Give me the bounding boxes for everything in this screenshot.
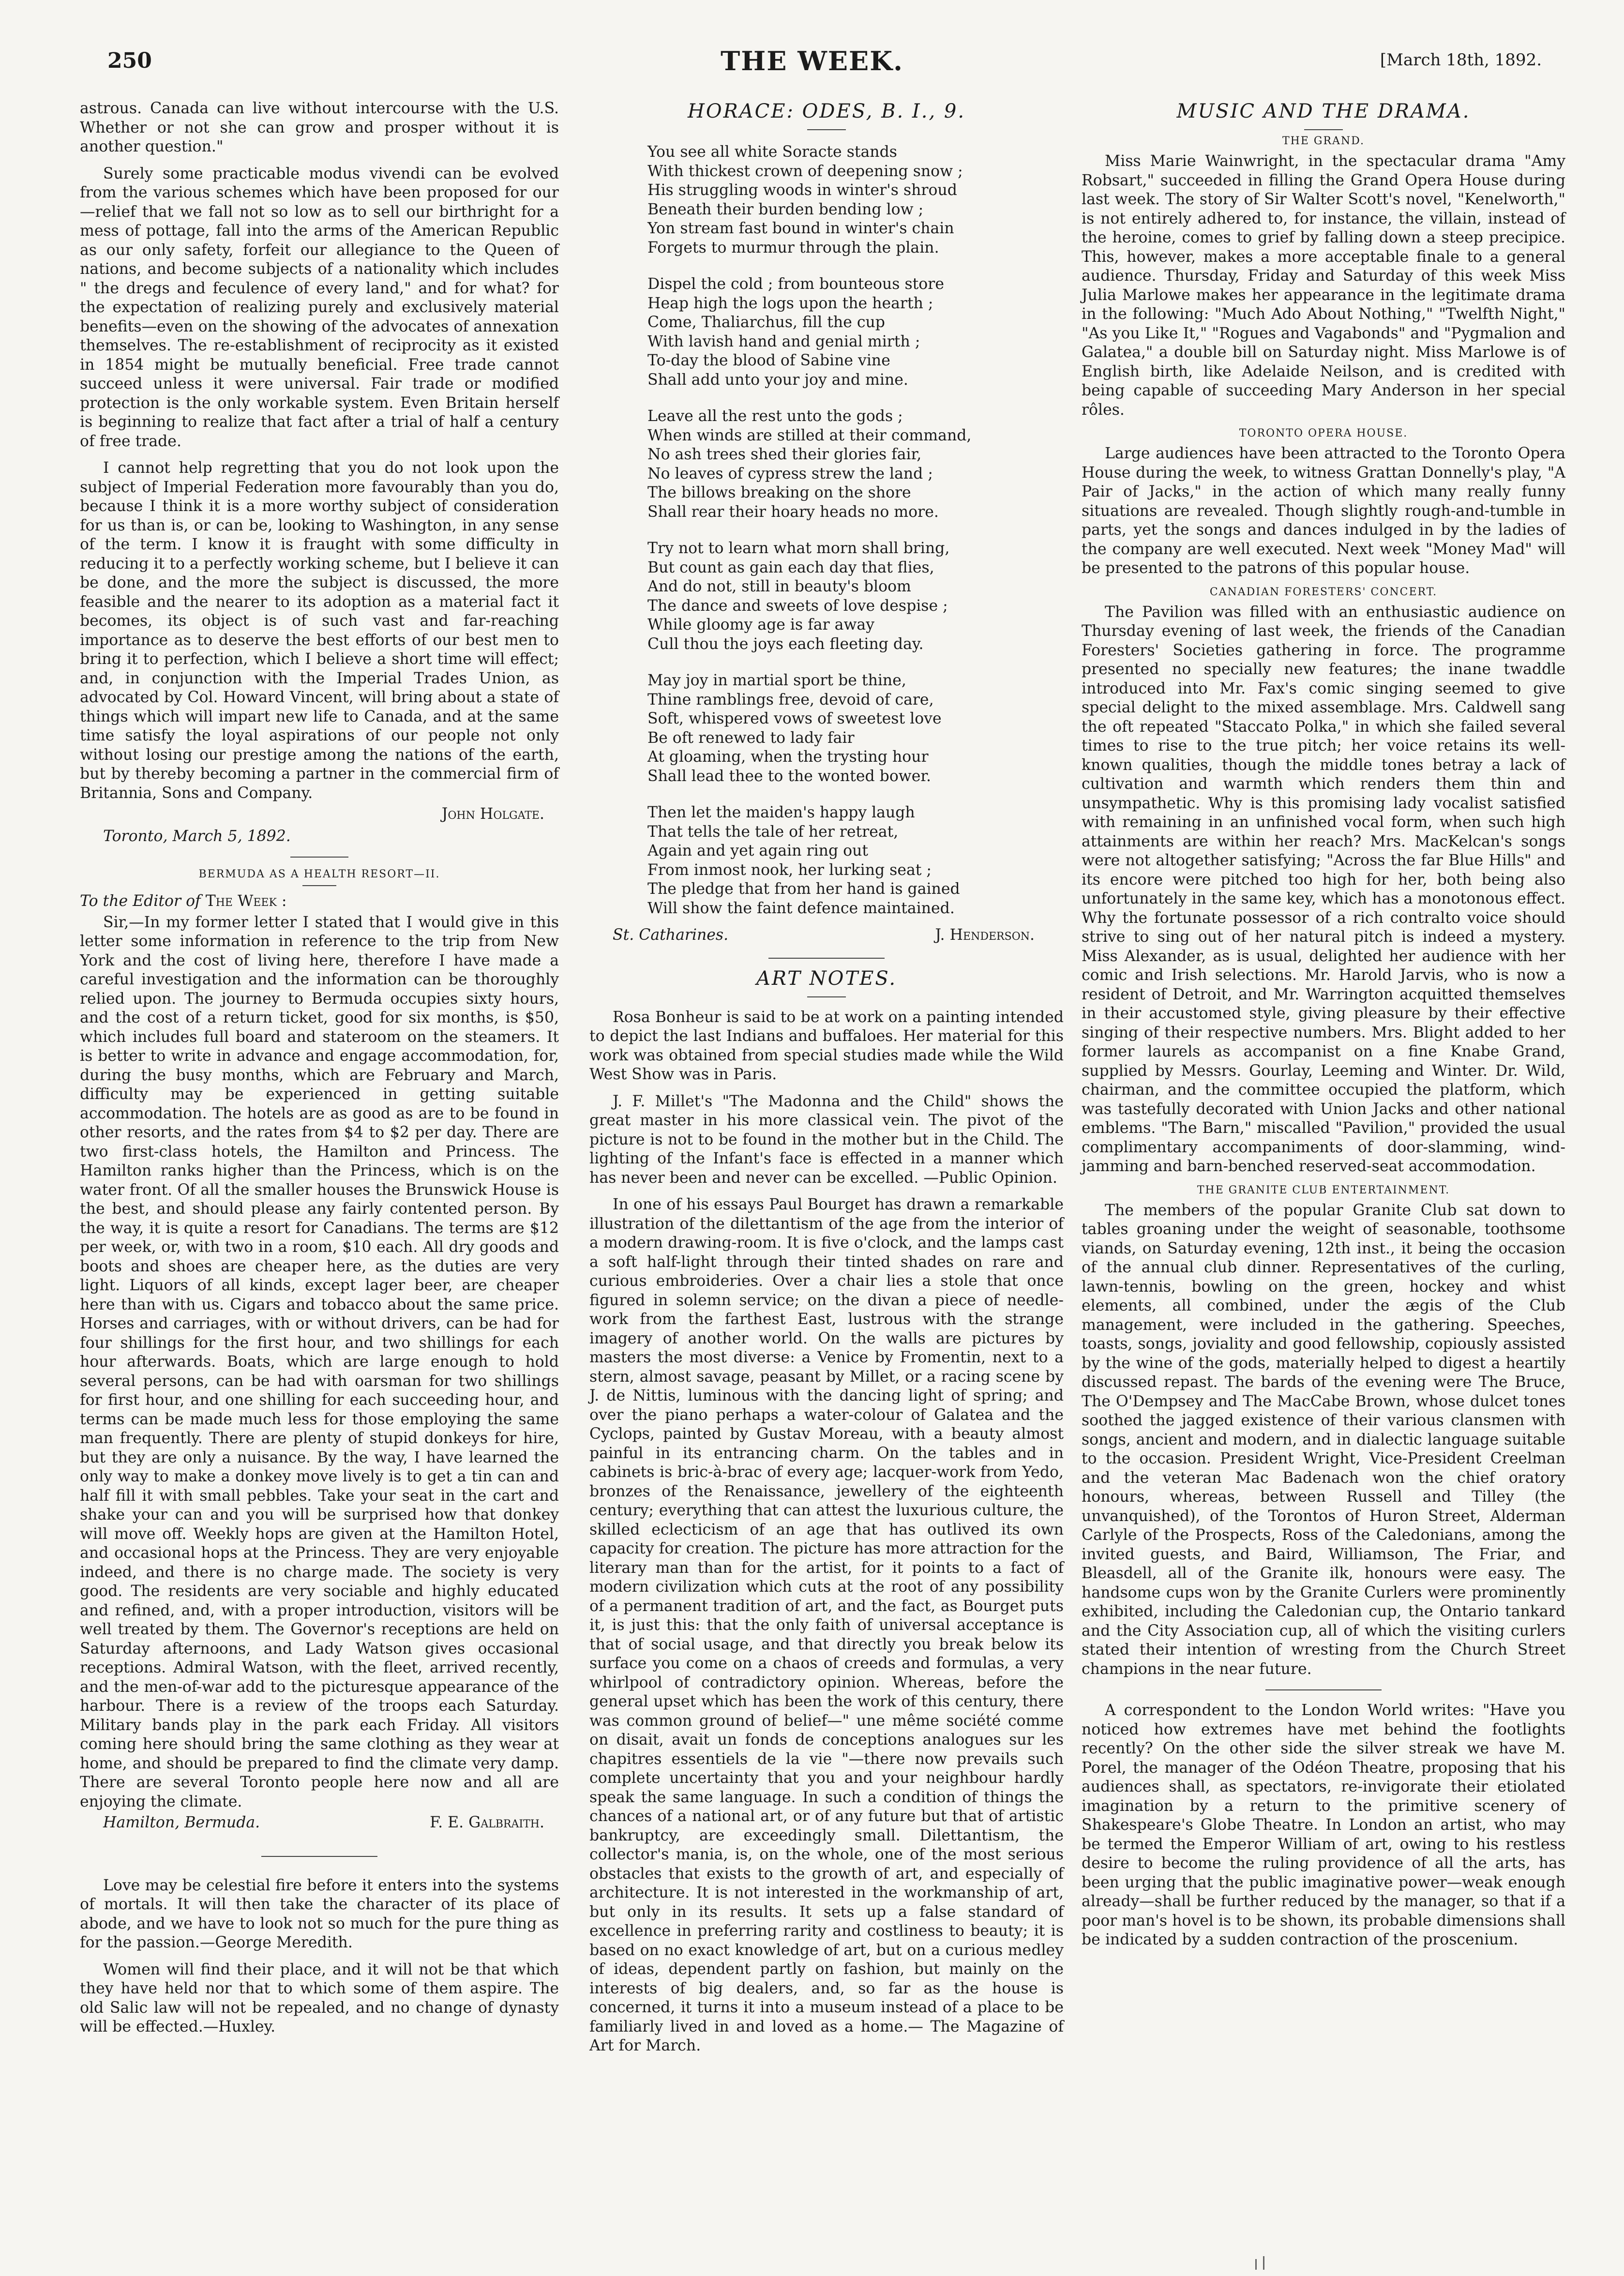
section-divider (1265, 1689, 1382, 1690)
section-divider (807, 129, 846, 130)
letter-paragraph: Sir,—In my former letter I stated that I would give in this letter some information in reference to the trip from New York and the cost of living here, therefore I have made a careful investigation and the information can be thoroughly relied upon. The journey to Bermuda occupies sixty hours, and the cost of a return ticket, good for six months, is $50, which includes full board and stateroom on the steamers. It is better to write in advance and engage accommodation, for, during the busy months, which are February and March, difficulty may be experienced in getting suitable accommodation. The hotels are as good as are to be found in other resorts, and the rates from $4 to $2 per day. There are two first-class hotels, the Hamilton and Princess. The Hamilton ranks higher than the Princess, which is on the water front. Of all the smaller houses the Brunswick House is the best, and should please any fairly contented person. By the way, it is quite a resort for Canadians. The terms are $12 per week, or, with two in a room, $10 each. All dry goods and boots and shoes are cheaper here, as the duties are very light. Liquors of all kinds, except lager beer, are cheaper here than with us. Cigars and tobacco about the same price. Horses and carriages, with or without drivers, can be had for four shillings for the first hour, and two shillings for each hour afterwards. Boats, which are large enough to hold several persons, can be had with oarsman for two shillings for first hour, and one shilling for each succeeding hour, and terms can be made much less for those employing the same man frequently. There are plenty of stupid donkeys for hire, but they are only a nuisance. By the way, I have learned the only way to make a donkey move lively is to get a tin can and half fill it with small pebbles. Take your seat in the cart and shake your can and you will be surprised how that donkey will move off. Weekly hops are given at the Hamilton Hotel, and occasional hops at the Princess. They are very enjoyable indeed, and there is no charge made. The society is very good. The residents are very sociable and highly educated and refined, and, with a proper introduction, visitors will be well treated by them. The Governor's receptions are held on Saturday afternoons, and Lady Watson gives occasional receptions. Admiral Watson, with the fleet, arrived recently, and the men-of-war add to the picturesque appearance of the harbour. There is a review of the troops each Saturday. Military bands play in the park each Friday. All visitors coming here should bring the same clothing as they wear at home, and should be prepared to find the climate very damp. There are several Toronto people here now and all are enjoying the climate. (80, 913, 559, 1810)
poem-author: J. Henderson. (935, 926, 1035, 944)
column-right (1082, 99, 1565, 1958)
poem-line: No ash trees shed their glories fair, (647, 446, 922, 463)
section-title-art-notes: ART NOTES. (756, 967, 897, 990)
poem-line: May joy in martial sport be thine, (647, 672, 906, 689)
page-header (77, 45, 1547, 82)
poem-line: And do not, still in beauty's bloom (647, 578, 911, 595)
section-divider (302, 885, 336, 886)
poem-line: Yon stream fast bound in winter's chain (647, 220, 954, 237)
author-name: John Holgate. (441, 805, 544, 823)
poem-line: Thine ramblings free, devoid of care, (647, 691, 934, 708)
music-paragraph: The members of the popular Granite Club sat down to tables groaning under the weight of seasonable, toothsome viands, on Saturday evening, 12th inst., it being the occasion of the annual club dinner. Representatives of the curling, lawn-tennis, bowling on the green, hockey and whist elements, all combined, under the ægis of the Club management, were included in the gathering. Speeches, toasts, songs, joviality and good fellowship, copiously assisted by the wine of the gods, materially helped to digest a heartily discussed repast. The bards of the evening were The Bruce, The O'Dempsey and The MacCabe Brown, whose dulcet tones soothed the jagged existence of their various clansmen with songs, ancient and modern, and in dialectic language suitable to the occasion. President Wright, Vice-President Creelman and the veteran Mac Badenach won the chief oratory honours, whereas, between Russell and Tilley (the unvanquished), of the Torontos of Huron Street, Alderman Carlyle of the Prospects, Ross of the Caledonians, among the invited guests, and Baird, Williamson, The Friar, and Bleasdell, all of the Granite ilk, honours were easy. The handsome cups won by the Granite Curlers were prominently exhibited, including the Caledonian cup, the Ontario tankard and the City Association cup, all of which the visiting curlers stated their intention of wresting from the Church Street champions in the near future. (1082, 1201, 1565, 1678)
poem-line: His struggling woods in winter's shroud (647, 181, 957, 199)
dateline: Hamilton, Bermuda. (103, 1814, 260, 1831)
poem-line: Come, Thaliarchus, fill the cup (647, 314, 885, 331)
poem-body (589, 143, 1064, 918)
margin-marks (1253, 2255, 1273, 2270)
poem-line: The dance and sweets of love despise ; (647, 597, 948, 615)
salutation-prefix: To the Editor of (80, 892, 201, 910)
quotation-paragraph: Love may be celestial fire before it enters into the systems of mortals. It will then take the character of its place of abode, and we have to look not so much for the pure thing as for the passion.—George Meredith. (80, 1876, 559, 1951)
poem-line: Then let the maiden's happy laugh (647, 804, 915, 821)
poem-line: With thickest crown of deepening snow ; (647, 162, 963, 180)
salutation (80, 892, 559, 911)
poem-line: While gloomy age is far away (647, 616, 874, 633)
poem-stanza (589, 407, 1064, 522)
poem-line: Forgets to murmur through the plain. (647, 239, 939, 256)
poem-line: To-day the blood of Sabine vine (647, 352, 890, 369)
music-paragraph: Large audiences have been attracted to the Toronto Opera House during the week, to witness Grattan Donnelly's play, "A Pair of Jacks," in the action of which many really funny situations are revealed. Though slightly rough-and-tumble in parts, yet the songs and dances indulged in by the ladies of the company are well executed. Next week "Money Mad" will be presented to the patrons of this popular house. (1082, 445, 1565, 577)
subsection-heading: THE GRANITE CLUB ENTERTAINMENT. (1197, 1184, 1450, 1196)
poem-line: Will show the faint defence maintained. (647, 899, 955, 917)
poem-line: Be oft renewed to lady fair (647, 729, 855, 747)
poem-title: HORACE: ODES, B. I., 9. (687, 100, 966, 122)
poem-stanza (589, 803, 1064, 918)
art-note-paragraph: Rosa Bonheur is said to be at work on a painting intended to depict the last Indians and buffaloes. Her material for this work was obtained from special studies made while the Wild West Show was in Paris. (589, 1008, 1064, 1083)
poem-stanza (589, 671, 1064, 786)
poem-line: At gloaming, when the trysting hour (647, 748, 929, 766)
poem-signature (589, 926, 1064, 945)
section-divider (290, 857, 348, 858)
dateline: Toronto, March 5, 1892. (103, 827, 291, 845)
poem-line: Shall add unto your joy and mine. (647, 371, 908, 389)
poem-line: That tells the tale of her retreat, (647, 823, 899, 841)
poem-line: When winds are stilled at their command, (647, 426, 972, 444)
issue-date: [March 18th, 1892. (1380, 50, 1542, 70)
subsection-heading: CANADIAN FORESTERS' CONCERT. (1209, 586, 1438, 598)
letter-dateline (80, 827, 559, 846)
poem-line: But count as gain each day that flies, (647, 558, 934, 576)
letter-signature (80, 805, 559, 824)
quotation-paragraph: Women will find their place, and it will not be that which they have held nor that to which some of them aspire. The old Salic law will not be repealed, and no change of dynasty will be effected.—Huxley. (80, 1960, 559, 2035)
section-divider (261, 1856, 377, 1857)
poem-line: Beneath their burden bending low ; (647, 200, 924, 218)
masthead-title: THE WEEK. (721, 45, 903, 76)
column-left (80, 99, 559, 2045)
poem-line: Try not to learn what morn shall bring, (647, 540, 950, 557)
poem-line: No leaves of cypress strew the land ; (647, 465, 933, 482)
music-paragraph: The Pavilion was filled with an enthusiastic audience on Thursday evening of last week, the friends of the Canadian Foresters' Societies gathering in force. The programme presented no specially new features; the inane twaddle introduced into Mr. Fax's comic singing seemed to give special delight to the mixed assemblage. Mrs. Caldwell sang the oft repeated "Staccato Polka," in which she failed several times to rise to the true pitch; her voice retains its well-known qualities, though the middle tones betray a lack of cultivation and warmth which renders them thin and unsympathetic. Why is this promising lady vocalist satisfied with remaining in an unfinished vocal form, when such high attainments are within her reach? Mrs. MacKelcan's songs were not altogether satisfying; "Across the far Blue Hills" and its encore were pitched too high for her, both being also unfortunately in the same key, which has a monotonous effect. Why the fortunate possessor of a rich contralto voice should strive to sing out of her natural pitch is indeed a mystery. Miss Alexander, as is usual, delighted her audience with her comic and Irish selections. Mr. Harold Jarvis, who is now a resident of Detroit, and Mr. Warrington acquitted themselves in their accustomed style, giving pleasure by their effective singing of their respective numbers. Mrs. Blight added to her former laurels as accompanist on a fine Knabe Grand, supplied by Messrs. Gourlay, Leeming and Winter. Dr. Wild, chairman, and the committee occupied the platform, which was tastefully decorated with Union Jacks and other national emblems. "The Barn," miscalled "Pavilion," provided the usual complimentary accompaniments of door-slamming, wind-jamming and barn-benched reserved-seat accommodation. (1082, 603, 1565, 1175)
section-divider (807, 996, 846, 997)
poem-line: Dispel the cold ; from bounteous store (647, 275, 944, 293)
page-number: 250 (107, 48, 152, 73)
letter-paragraph: astrous. Canada can live without intercourse with the U.S. Whether or not she can grow and prosper without it is another question." (80, 100, 559, 155)
article-heading: BERMUDA AS A HEALTH RESORT—II. (198, 868, 440, 880)
poem-place: St. Catharines. (613, 926, 729, 944)
poem-line: Again and yet again ring out (647, 842, 869, 859)
section-title-music-drama: MUSIC AND THE DRAMA. (1176, 100, 1471, 122)
section-divider (1304, 129, 1343, 130)
poem-line: You see all white Soracte stands (647, 143, 897, 161)
column-middle (589, 99, 1064, 2064)
poem-line: The billows breaking on the shore (647, 484, 911, 501)
music-paragraph: Miss Marie Wainwright, in the spectacular drama "Amy Robsart," succeeded in filling the Grand Opera House during last week. The story of Sir Walter Scott's novel, "Kenelworth," is not entirely adhered to, for instance, the villain, instead of the heroine, comes to grief by falling down a steep precipice. This, however, makes a more acceptable finale to a general audience. Thursday, Friday and Saturday of this week Miss Julia Marlowe makes her appearance in the legitimate drama in the following: "Much Ado About Nothing," "Twelfth Night," "As you Like It," "Rogues and Vagabonds" and "Pygmalion and Galatea," a double bill on Saturday night. Miss Marlowe is of English birth, like Adelaide Neilson, and is credited with being capable of succeeding Mary Anderson in her special rôles. (1082, 152, 1565, 419)
poem-line: Leave all the rest unto the gods ; (647, 407, 903, 425)
poem-line: With lavish hand and genial mirth ; (647, 332, 920, 350)
poem-line: Shall rear their hoary heads no more. (647, 503, 939, 521)
salutation-paper: The Week : (205, 892, 287, 910)
letter-paragraph: I cannot help regretting that you do not look upon the subject of Imperial Federation more favourably than you do, because I think it is a more worthy subject of consideration for us than is, or can be, looking to Washington, in any sense of the term. I know it is fraught with some difficulty in reducing it to a perfectly working scheme, but I believe it can be done, and the more the subject is discussed, the more feasible and the nearer to its adoption as a material fact it becomes, its object is of such vast and far-reaching importance as to deserve the best efforts of our best men to bring it to perfection, which I believe a short time will effect; and, in conjunction with the Imperial Trades Union, as advocated by Col. Howard Vincent, will bring about a state of things which will impart new life to Canada, and at the same time satisfy the loyal aspirations of our people not only without losing our prestige among the nations of the earth, but by thereby becoming a partner in the commercial firm of Britannia, Sons and Company. (80, 459, 559, 802)
music-paragraph: A correspondent to the London World writes: "Have you noticed how extremes have met behind the footlights recently? On the other side the silver streak we have M. Porel, the manager of the Odéon Theatre, proposing that his audiences shall, as spectators, re-invigorate their etiolated imagination by a return to the primitive scenery of Shakespeare's Globe Theatre. In London an artist, who may be termed the Emperor William of art, owing to his restless desire to become the ruling providence of all the arts, has been urging that the public imaginative power—weak enough already—shall be further reduced by the manager, so that if a poor man's hovel is to be shown, its probable dimensions shall be indicated by a sudden contraction of the proscenium. (1082, 1702, 1565, 1948)
poem-line: From inmost nook, her lurking seat ; (647, 861, 932, 879)
letter-signature (80, 1813, 559, 1833)
poem-line: Heap high the logs upon the hearth ; (647, 294, 933, 312)
art-note-paragraph: J. F. Millet's "The Madonna and the Child" shows the great master in his more classical vein. The pivot of the picture is not to be found in the mother but in the Child. The lighting of the Infant's face is effected in a manner which has never been and never can be excelled. —Public Opinion. (589, 1092, 1064, 1187)
author-name: F. E. Galbraith. (430, 1814, 544, 1831)
poem-line: Cull thou the joys each fleeting day. (647, 635, 924, 653)
subsection-heading: TORONTO OPERA HOUSE. (1239, 427, 1408, 439)
section-divider (768, 958, 885, 959)
poem-line: The pledge that from her hand is gained (647, 880, 960, 898)
letter-paragraph: Surely some practicable modus vivendi can be evolved from the various schemes which have been proposed for our—relief that we fall not so low as to sell our birthright for a mess of pottage, fall into the arms of the American Republic as our only safety, forfeit our allegiance to the Queen of nations, and become subjects of a nationality which includes " the dregs and feculence of every land," and for what? for the expectation of realizing purely and exclusively material benefits—even on the showing of the advocates of annexation themselves. The re-establishment of reciprocity as it existed in 1854 might be mutually beneficial. Free trade cannot succeed unless it were universal. Fair trade or modified protection is the only workable system. Even Britain herself is beginning to realize that fact after a trial of half a century of free trade. (80, 165, 559, 450)
art-note-paragraph: In one of his essays Paul Bourget has drawn a remarkable illustration of the dilettantism of the age from the interior of a modern drawing-room. It is five o'clock, and the lamps cast a soft half-light through their tinted shades on rare and curious embroideries. Over a chair lies a stole that once figured in solemn service; on the divan a piece of needle-work from the farthest East, lustrous with the strange imagery of another world. On the walls are pictures by masters the most diverse: a Venice by Fromentin, next to a stern, almost savage, peasant by Millet, or a racing scene by J. de Nittis, luminous with the dancing light of spring; and over the piano perhaps a water-colour of Galatea and the Cyclops, painted by Gustav Moreau, with a beauty almost painful in its entrancing charm. On the tables and in cabinets is bric-à-brac of every age; lacquer-work from Yedo, bronzes of the Renaissance, jewellery of the eighteenth century; everything that can attest the luxurious culture, the skilled eclecticism of an age that has outlived its own capacity for creation. The picture has more attraction for the literary man than for the artist, for it points to a fact of modern civilization which cuts at the root of any possibility of a permanent tradition of art, and the fact, as Bourget puts it, is just this: that the only faith of universal acceptance is that of social usage, and that directly you break below its surface you come on a chaos of creeds and formulas, a very whirlpool of contradictory opinion. Whereas, before the general upset which has been the work of this century, there was common ground of belief—" une même société comme on disait, avait un fonds de conceptions analogues sur les chapitres essentiels de la vie "—there now prevails such complete uncertainty that you and your neighbour hardly speak the same language. In such a condition of things the chances of a national art, or of any future but that of artistic bankruptcy, are exceedingly small. Dilettantism, the collector's mania, is, on the whole, one of the most serious obstacles that exists to the growth of art, and especially of architecture. It is not interested in the workmanship of art, but only in its results. It sets up a false standard of excellence in preferring rarity and costliness to beauty; it is based on no exact knowledge of art, but on a curious medley of ideas, dependent partly on fashion, but mainly on the interests of big dealers, and, so far as the house is concerned, it turns it into a museum instead of a place to be familiarly lived in and loved as a home.— The Magazine of Art for March. (589, 1196, 1064, 2054)
poem-stanza (589, 275, 1064, 390)
poem-stanza (589, 539, 1064, 654)
poem-stanza (589, 143, 1064, 257)
subsection-heading: THE GRAND. (1282, 135, 1365, 147)
poem-line: Shall lead thee to the wonted bower. (647, 767, 931, 785)
poem-line: Soft, whispered vows of sweetest love (647, 710, 942, 727)
